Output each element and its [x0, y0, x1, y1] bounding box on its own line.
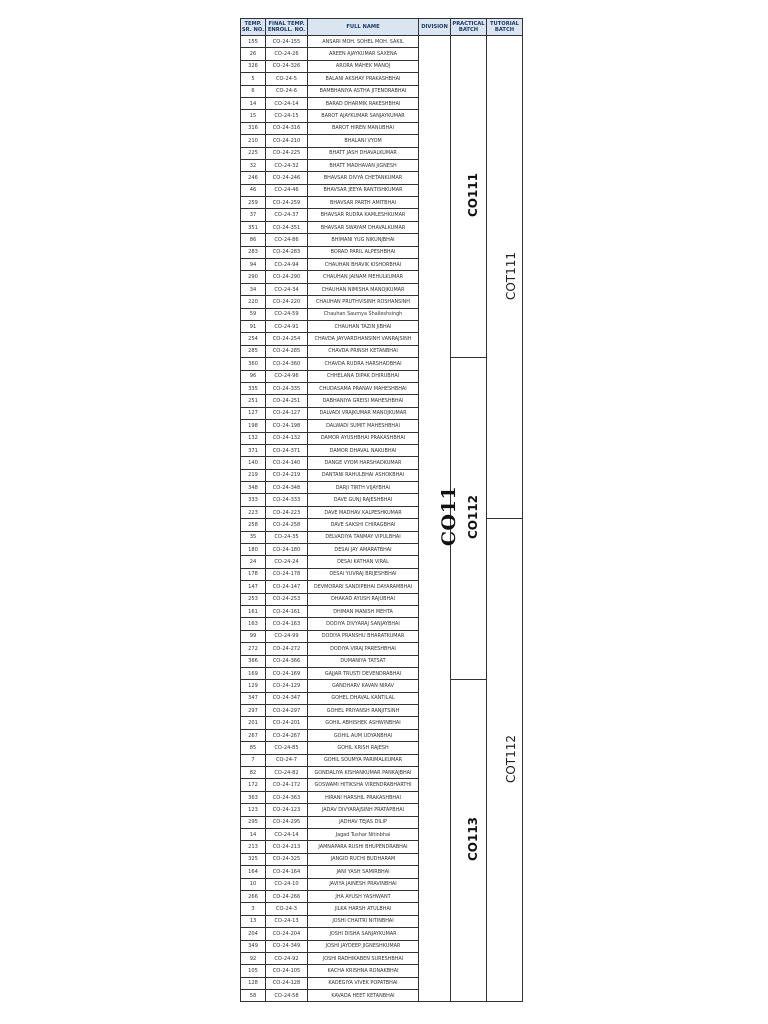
full-name-cell: DODIYA DIVYARAJ SANJAYBHAI: [308, 618, 419, 630]
enroll-no-cell: CO-24-201: [266, 717, 308, 729]
full-name-cell: BHATT JASH DHAVALKUMAR: [308, 147, 419, 159]
sr-no-cell: 371: [241, 444, 266, 456]
full-name-cell: JADHAV TEJAS DILIP: [308, 816, 419, 828]
full-name-cell: DAVE MADHAV KALPESHKUMAR: [308, 506, 419, 518]
full-name-cell: CHHELANA DIPAK DHIRUBHAI: [308, 370, 419, 382]
full-name-cell: DUMANIYA TATSAT: [308, 655, 419, 667]
enroll-no-cell: CO-24-123: [266, 804, 308, 816]
enroll-no-cell: CO-24-24: [266, 556, 308, 568]
enroll-no-cell: CO-24-349: [266, 940, 308, 952]
full-name-cell: DESAI YUVRAJ BRIJESHBHAI: [308, 568, 419, 580]
full-name-cell: AREEN AJAYKUMAR SAXENA: [308, 48, 419, 60]
enroll-no-cell: CO-24-178: [266, 568, 308, 580]
enroll-no-cell: CO-24-6: [266, 85, 308, 97]
enroll-no-cell: CO-24-316: [266, 122, 308, 134]
sr-no-cell: 94: [241, 259, 266, 271]
enroll-no-cell: CO-24-91: [266, 320, 308, 332]
tutorial-batch-group-label: COT111: [504, 251, 519, 300]
sr-no-cell: 219: [241, 469, 266, 481]
full-name-cell: DAMOR DHAVAL NAKUBHAI: [308, 444, 419, 456]
full-name-cell: CHAVDA PRINSH KETANBHAI: [308, 345, 419, 357]
full-name-cell: GONDALIYA KISHANKUMAR PANKAJBHAI: [308, 767, 419, 779]
enroll-no-cell: CO-24-32: [266, 159, 308, 171]
full-name-cell: DAMOR AYUSHBHAI PRAKASHBHAI: [308, 432, 419, 444]
full-name-cell: BHAVSAR JEEYA RANTISHKUMAR: [308, 184, 419, 196]
sr-no-cell: 37: [241, 209, 266, 221]
sr-no-cell: 129: [241, 680, 266, 692]
sr-no-cell: 360: [241, 358, 266, 370]
enroll-no-cell: CO-24-59: [266, 308, 308, 320]
sr-no-cell: 220: [241, 296, 266, 308]
full-name-cell: DODIYA VIRAJ PARESHBHAI: [308, 643, 419, 655]
sr-no-cell: 223: [241, 506, 266, 518]
sr-no-cell: 58: [241, 990, 266, 1002]
enroll-no-cell: CO-24-105: [266, 965, 308, 977]
practical-batch-group-cell: [451, 36, 487, 358]
enroll-no-cell: CO-24-251: [266, 395, 308, 407]
enroll-no-cell: CO-24-333: [266, 494, 308, 506]
sr-no-cell: 366: [241, 655, 266, 667]
batch-allocation-sheet: [240, 18, 522, 1002]
enroll-no-cell: CO-24-34: [266, 283, 308, 295]
sr-no-cell: 85: [241, 742, 266, 754]
division-group-label: CO11: [438, 486, 461, 547]
full-name-cell: DAVE GUNJ RAJESHBHAI: [308, 494, 419, 506]
sr-no-cell: 172: [241, 779, 266, 791]
enroll-no-cell: CO-24-285: [266, 345, 308, 357]
enroll-no-cell: CO-24-172: [266, 779, 308, 791]
sr-no-cell: 267: [241, 729, 266, 741]
enroll-no-cell: CO-24-198: [266, 420, 308, 432]
enroll-no-cell: CO-24-155: [266, 36, 308, 48]
sr-no-cell: 204: [241, 928, 266, 940]
full-name-cell: DARJI TIRTH VIJAYBHAI: [308, 482, 419, 494]
enroll-no-cell: CO-24-94: [266, 259, 308, 271]
enroll-no-cell: CO-24-35: [266, 531, 308, 543]
enroll-no-cell: CO-24-326: [266, 60, 308, 72]
enroll-no-cell: CO-24-5: [266, 73, 308, 85]
full-name-cell: ARORA MAHEK MANOJ: [308, 60, 419, 72]
enroll-no-cell: CO-24-37: [266, 209, 308, 221]
full-name-cell: DHAKAD AYUSH RAJUBHAI: [308, 593, 419, 605]
full-name-cell: JILKA HARSH ATULBHAI: [308, 903, 419, 915]
sr-no-cell: 272: [241, 643, 266, 655]
enroll-no-cell: CO-24-169: [266, 667, 308, 679]
enroll-no-cell: CO-24-7: [266, 754, 308, 766]
full-name-cell: GOSWAMI HITIKSHA VIRENDRABHARTHI: [308, 779, 419, 791]
header-enroll-no: FINAL TEMP. ENROLL. NO.: [266, 19, 308, 36]
sr-no-cell: 333: [241, 494, 266, 506]
sr-no-cell: 348: [241, 482, 266, 494]
sr-no-cell: 86: [241, 234, 266, 246]
sr-no-cell: 180: [241, 544, 266, 556]
header-practical-batch: PRACTICAL BATCH: [451, 19, 487, 36]
full-name-cell: CHAVDA JAYVARDHANSINH VANRAJSINH: [308, 333, 419, 345]
sr-no-cell: 35: [241, 531, 266, 543]
sr-no-cell: 32: [241, 159, 266, 171]
sr-no-cell: 258: [241, 519, 266, 531]
full-name-cell: CHUDASAMA PRANAV MAHESHBHAI: [308, 382, 419, 394]
enroll-no-cell: CO-24-96: [266, 370, 308, 382]
sr-no-cell: 335: [241, 382, 266, 394]
full-name-cell: DELVADIYA TANMAY VIPULBHAI: [308, 531, 419, 543]
sr-no-cell: 225: [241, 147, 266, 159]
sr-no-cell: 3: [241, 903, 266, 915]
enroll-no-cell: CO-24-267: [266, 729, 308, 741]
full-name-cell: CHAUHAN BHAVIK KISHORBHAI: [308, 259, 419, 271]
sr-no-cell: 201: [241, 717, 266, 729]
header-sr-no: TEMP. SR. NO.: [241, 19, 266, 36]
enroll-no-cell: CO-24-210: [266, 135, 308, 147]
full-name-cell: DEVMORARI SANDIPBHAI DAYARAMBHAI: [308, 581, 419, 593]
enroll-no-cell: CO-24-161: [266, 605, 308, 617]
enroll-no-cell: CO-24-225: [266, 147, 308, 159]
header-full-name: FULL NAME: [308, 19, 419, 36]
enroll-no-cell: CO-24-82: [266, 767, 308, 779]
full-name-cell: HIRANI HARSHIL PRAKASHBHAI: [308, 791, 419, 803]
enroll-no-cell: CO-24-295: [266, 816, 308, 828]
full-name-cell: BHAVSAR RUDRA KAMLESHKUMAR: [308, 209, 419, 221]
full-name-cell: CHAVDA RUDRA HARSHADBHAI: [308, 358, 419, 370]
enroll-no-cell: CO-24-3: [266, 903, 308, 915]
full-name-cell: Chauhan Saumya Shaileshsingh: [308, 308, 419, 320]
sr-no-cell: 91: [241, 320, 266, 332]
sr-no-cell: 198: [241, 420, 266, 432]
enroll-no-cell: CO-24-219: [266, 469, 308, 481]
header-tutorial-batch: TUTORIAL BATCH: [487, 19, 523, 36]
sr-no-cell: 349: [241, 940, 266, 952]
full-name-cell: GOHIL KRISH RAJESH: [308, 742, 419, 754]
full-name-cell: DESAI KATHAN VIRAL: [308, 556, 419, 568]
enroll-no-cell: CO-24-366: [266, 655, 308, 667]
sr-no-cell: 140: [241, 457, 266, 469]
full-name-cell: ANSARI MOH. SOHEL MOH. SAKIL: [308, 36, 419, 48]
sr-no-cell: 326: [241, 60, 266, 72]
sr-no-cell: 297: [241, 705, 266, 717]
enroll-no-cell: CO-24-14: [266, 829, 308, 841]
full-name-cell: JAVIYA JAINESH PRAVINBHAI: [308, 878, 419, 890]
full-name-cell: BAMBHANIYA ASTHA JITENDRABHAI: [308, 85, 419, 97]
full-name-cell: BORAD PARIL ALPESHBHAI: [308, 246, 419, 258]
enroll-no-cell: CO-24-10: [266, 878, 308, 890]
full-name-cell: GOHEL PRIYANSH RANJITSINH: [308, 705, 419, 717]
sr-no-cell: 285: [241, 345, 266, 357]
table-row: [241, 36, 523, 48]
enroll-no-cell: CO-24-325: [266, 853, 308, 865]
sr-no-cell: 210: [241, 135, 266, 147]
tutorial-batch-group-cell: [487, 519, 523, 1002]
full-name-cell: KAVADA HEET KETANBHAI: [308, 990, 419, 1002]
sr-no-cell: 147: [241, 581, 266, 593]
full-name-cell: GOHIL SOUMYA PARIMALKUMAR: [308, 754, 419, 766]
sr-no-cell: 266: [241, 890, 266, 902]
table-row: [241, 358, 523, 370]
sr-no-cell: 46: [241, 184, 266, 196]
sr-no-cell: 363: [241, 791, 266, 803]
sr-no-cell: 251: [241, 395, 266, 407]
sr-no-cell: 253: [241, 593, 266, 605]
sr-no-cell: 123: [241, 804, 266, 816]
full-name-cell: GOHEL DHAVAL KANTILAL: [308, 692, 419, 704]
sr-no-cell: 59: [241, 308, 266, 320]
full-name-cell: GAJJAR TRUSTI DEVENDRABHAI: [308, 667, 419, 679]
enroll-no-cell: CO-24-140: [266, 457, 308, 469]
enroll-no-cell: CO-24-363: [266, 791, 308, 803]
full-name-cell: DABHANIYA GREISI MAHESHBHAI: [308, 395, 419, 407]
enroll-no-cell: CO-24-246: [266, 172, 308, 184]
sr-no-cell: 213: [241, 841, 266, 853]
sr-no-cell: 290: [241, 271, 266, 283]
sr-no-cell: 26: [241, 48, 266, 60]
full-name-cell: BHALANI VYOM: [308, 135, 419, 147]
full-name-cell: DESAI JAY AMARATBHAI: [308, 544, 419, 556]
full-name-cell: DANGE VYOM HARSHADKUMAR: [308, 457, 419, 469]
sr-no-cell: 6: [241, 85, 266, 97]
table-row: [241, 680, 523, 692]
enroll-no-cell: CO-24-335: [266, 382, 308, 394]
sr-no-cell: 295: [241, 816, 266, 828]
full-name-cell: JAMNAPARA RUSHI BHUPENDRABHAI: [308, 841, 419, 853]
sr-no-cell: 259: [241, 197, 266, 209]
sr-no-cell: 316: [241, 122, 266, 134]
sr-no-cell: 169: [241, 667, 266, 679]
full-name-cell: DALVADI VRAJKUMAR MANOJKUMAR: [308, 407, 419, 419]
enroll-no-cell: CO-24-258: [266, 519, 308, 531]
full-name-cell: CHAUHAN JAINAM MEHULKUMAR: [308, 271, 419, 283]
sr-no-cell: 155: [241, 36, 266, 48]
full-name-cell: GANDHARV KAVAN NIRAV: [308, 680, 419, 692]
enroll-no-cell: CO-24-58: [266, 990, 308, 1002]
full-name-cell: KADEGIYA VIVEK POPATBHAI: [308, 977, 419, 989]
tutorial-batch-group-label: COT112: [504, 734, 519, 783]
sr-no-cell: 92: [241, 952, 266, 964]
sr-no-cell: 5: [241, 73, 266, 85]
sr-no-cell: 351: [241, 221, 266, 233]
full-name-cell: GOHIL AUM UDYANBHAI: [308, 729, 419, 741]
sr-no-cell: 164: [241, 866, 266, 878]
sr-no-cell: 178: [241, 568, 266, 580]
full-name-cell: BHAVSAR SWAYAM DHAVALKUMAR: [308, 221, 419, 233]
sr-no-cell: 127: [241, 407, 266, 419]
division-group-cell: [419, 36, 461, 1002]
sr-no-cell: 283: [241, 246, 266, 258]
enroll-no-cell: CO-24-360: [266, 358, 308, 370]
table-body: [241, 36, 523, 1002]
sr-no-cell: 24: [241, 556, 266, 568]
full-name-cell: BARAD DHARMIK RAKESHBHAI: [308, 97, 419, 109]
enroll-no-cell: CO-24-132: [266, 432, 308, 444]
sr-no-cell: 10: [241, 878, 266, 890]
enroll-no-cell: CO-24-259: [266, 197, 308, 209]
enroll-no-cell: CO-24-99: [266, 630, 308, 642]
full-name-cell: DODIYA PRANSHU BHARATKUMAR: [308, 630, 419, 642]
enroll-no-cell: CO-24-272: [266, 643, 308, 655]
practical-batch-group-label: CO113: [466, 817, 481, 862]
enroll-no-cell: CO-24-223: [266, 506, 308, 518]
enroll-no-cell: CO-24-213: [266, 841, 308, 853]
full-name-cell: JOSHI CHAITRI NITINBHAI: [308, 915, 419, 927]
full-name-cell: JOSHI JAYDEEP JIGNESHKUMAR: [308, 940, 419, 952]
sr-no-cell: 246: [241, 172, 266, 184]
enroll-no-cell: CO-24-92: [266, 952, 308, 964]
enroll-no-cell: CO-24-254: [266, 333, 308, 345]
sr-no-cell: 7: [241, 754, 266, 766]
enroll-no-cell: CO-24-127: [266, 407, 308, 419]
sr-no-cell: 99: [241, 630, 266, 642]
full-name-cell: JOSHI RADHIKABEN SURESHBHAI: [308, 952, 419, 964]
enroll-no-cell: CO-24-347: [266, 692, 308, 704]
full-name-cell: JANGID RUCHI BUDHARAM: [308, 853, 419, 865]
sr-no-cell: 105: [241, 965, 266, 977]
full-name-cell: BAROT HIREN MANUBHAI: [308, 122, 419, 134]
sr-no-cell: 347: [241, 692, 266, 704]
enroll-no-cell: CO-24-297: [266, 705, 308, 717]
practical-batch-group-label: CO112: [466, 495, 481, 540]
full-name-cell: CHAUHAN TAZIN JIBHAI: [308, 320, 419, 332]
sr-no-cell: 14: [241, 829, 266, 841]
full-name-cell: JANI YASH SAMIRBHAI: [308, 866, 419, 878]
sr-no-cell: 161: [241, 605, 266, 617]
header-row: [241, 19, 523, 36]
enroll-no-cell: CO-24-26: [266, 48, 308, 60]
full-name-cell: CHAUHAN NIMISHA MANOJKUMAR: [308, 283, 419, 295]
enroll-no-cell: CO-24-129: [266, 680, 308, 692]
enroll-no-cell: CO-24-351: [266, 221, 308, 233]
full-name-cell: JOSHI DISHA SANJAYKUMAR: [308, 928, 419, 940]
full-name-cell: GOHIL ABHISHEK ASHWINBHAI: [308, 717, 419, 729]
sr-no-cell: 254: [241, 333, 266, 345]
enroll-no-cell: CO-24-220: [266, 296, 308, 308]
enroll-no-cell: CO-24-204: [266, 928, 308, 940]
full-name-cell: BHATT MADHAVAN JIGNESH: [308, 159, 419, 171]
enroll-no-cell: CO-24-46: [266, 184, 308, 196]
sr-no-cell: 15: [241, 110, 266, 122]
tutorial-batch-group-cell: [487, 36, 523, 519]
full-name-cell: KACHA KRISHNA RONAKBHAI: [308, 965, 419, 977]
full-name-cell: JADAV DIVYARAJSINH PRATAPBHAI: [308, 804, 419, 816]
sr-no-cell: 82: [241, 767, 266, 779]
practical-batch-group-cell: [451, 358, 487, 680]
sr-no-cell: 34: [241, 283, 266, 295]
header-division: DIVISION: [419, 19, 451, 36]
sr-no-cell: 325: [241, 853, 266, 865]
full-name-cell: DAVE SAKSHI CHIRAGBHAI: [308, 519, 419, 531]
enroll-no-cell: CO-24-348: [266, 482, 308, 494]
sr-no-cell: 132: [241, 432, 266, 444]
full-name-cell: DALWADI SUMIT MAHESHBHAI: [308, 420, 419, 432]
full-name-cell: JHA AYUSH YASHWANT: [308, 890, 419, 902]
enroll-no-cell: CO-24-266: [266, 890, 308, 902]
full-name-cell: BAROT AJAYKUMAR SANJAYKUMAR: [308, 110, 419, 122]
full-name-cell: BHAVSAR DIVYA CHETANKUMAR: [308, 172, 419, 184]
student-table: [240, 18, 523, 1002]
sr-no-cell: 163: [241, 618, 266, 630]
enroll-no-cell: CO-24-290: [266, 271, 308, 283]
enroll-no-cell: CO-24-283: [266, 246, 308, 258]
practical-batch-group-cell: [451, 680, 487, 1002]
full-name-cell: BALANI AKSHAY PRAKASHBHAI: [308, 73, 419, 85]
enroll-no-cell: CO-24-13: [266, 915, 308, 927]
enroll-no-cell: CO-24-253: [266, 593, 308, 605]
enroll-no-cell: CO-24-128: [266, 977, 308, 989]
full-name-cell: Jagad Tushar Nitinbhai: [308, 829, 419, 841]
enroll-no-cell: CO-24-85: [266, 742, 308, 754]
sr-no-cell: 13: [241, 915, 266, 927]
enroll-no-cell: CO-24-164: [266, 866, 308, 878]
full-name-cell: DHIMAN MANISH MEHTA: [308, 605, 419, 617]
full-name-cell: CHAUHAN PRUTHVISINH ROSHANSINH: [308, 296, 419, 308]
enroll-no-cell: CO-24-163: [266, 618, 308, 630]
full-name-cell: DANTANI RAHULBHAI ASHOKBHAI: [308, 469, 419, 481]
enroll-no-cell: CO-24-147: [266, 581, 308, 593]
enroll-no-cell: CO-24-15: [266, 110, 308, 122]
sr-no-cell: 128: [241, 977, 266, 989]
enroll-no-cell: CO-24-14: [266, 97, 308, 109]
enroll-no-cell: CO-24-371: [266, 444, 308, 456]
full-name-cell: BHIMANI YUG NIKUNJBHAI: [308, 234, 419, 246]
sr-no-cell: 14: [241, 97, 266, 109]
practical-batch-group-label: CO111: [466, 173, 481, 218]
enroll-no-cell: CO-24-86: [266, 234, 308, 246]
full-name-cell: BHAVSAR PARTH AMITBHAI: [308, 197, 419, 209]
enroll-no-cell: CO-24-180: [266, 544, 308, 556]
sr-no-cell: 96: [241, 370, 266, 382]
